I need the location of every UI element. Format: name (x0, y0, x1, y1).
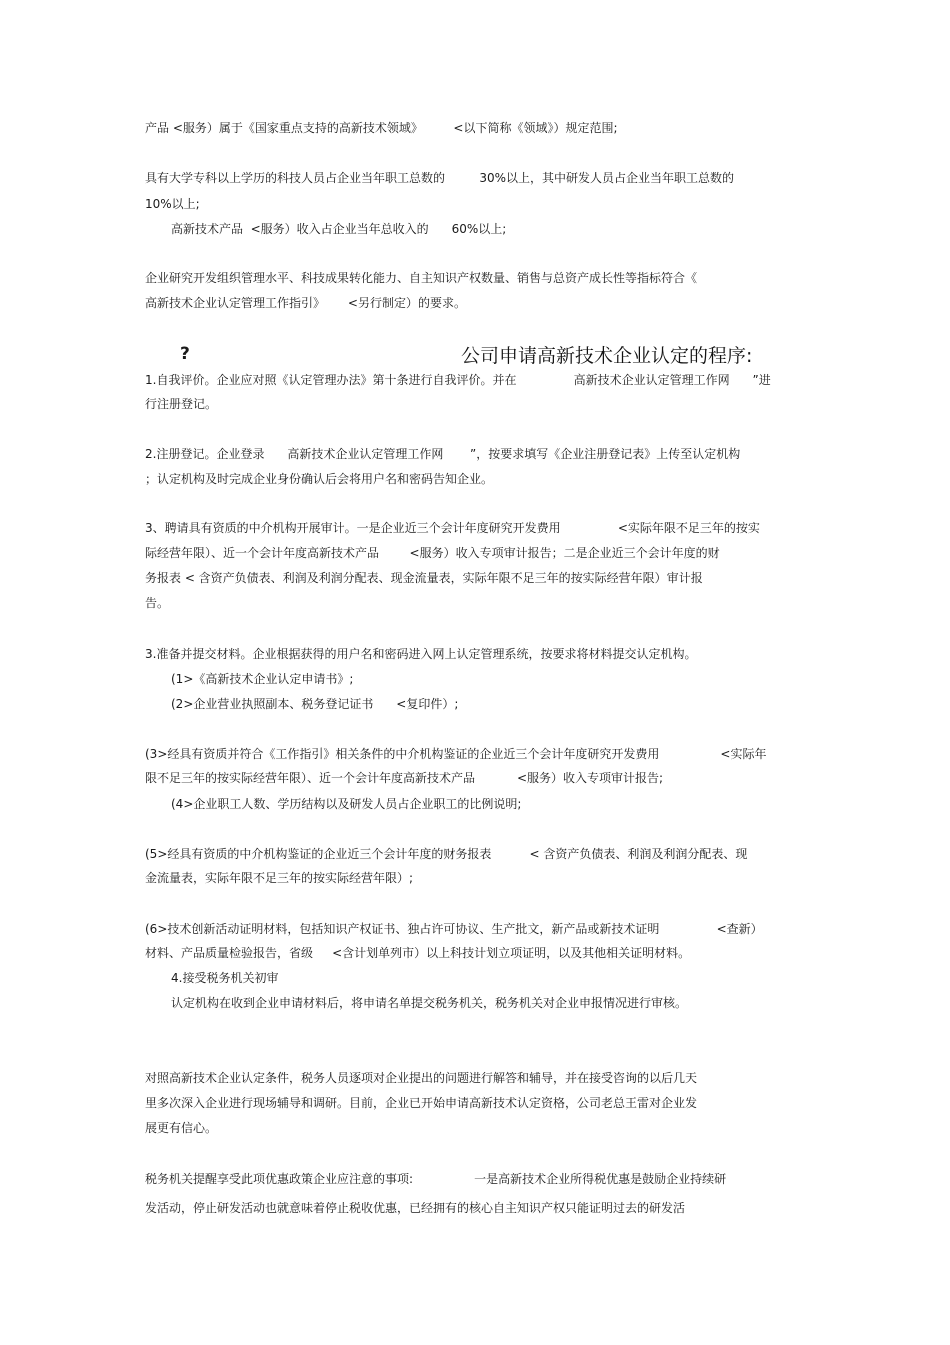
question-mark: ? (180, 344, 190, 364)
step3-line3: 务报表 < 含资产负债表、利润及利润分配表、现金流量表，实际年限不足三年的按实际经营年限）审计报 (145, 571, 703, 585)
closing-para2-line2: 发活动，停止研发活动也就意味着停止税收优惠，已经拥有的核心自主知识产权只能证明过去的研发活 (145, 1201, 686, 1215)
material-item-5-line2: 金流量表，实际年限不足三年的按实际经营年限）; (145, 871, 414, 885)
closing-para1-line3: 展更有信心。 (145, 1121, 218, 1135)
condition-indicators-line2: 高新技术企业认定管理工作指引》 <另行制定）的要求。 (145, 296, 466, 310)
condition-income-ratio: 高新技术产品 <服务）收入占企业当年总收入的 60%以上; (171, 222, 507, 236)
section-heading: 公司申请高新技术企业认定的程序: (461, 345, 753, 367)
step2-line2: ；认定机构及时完成企业身份确认后会将用户名和密码告知企业。 (145, 472, 494, 486)
step5-body: 认定机构在收到企业申请材料后，将申请名单提交税务机关，税务机关对企业申报情况进行审核。 (171, 996, 688, 1010)
material-item-5-line1: (5>经具有资质的中介机构鉴证的企业近三个会计年度的财务报表 < 含资产负债表、利润及利润分配表、现 (145, 847, 748, 861)
material-item-2: (2>企业营业执照副本、税务登记证书 <复印件）; (171, 697, 459, 711)
condition-product-domain: 产品 <服务）属于《国家重点支持的高新技术领域》 <以下简称《领域》）规定范围; (145, 121, 618, 135)
step3-line1: 3、聘请具有资质的中介机构开展审计。一是企业近三个会计年度研究开发费用 <实际年限不足三年的按实 (145, 521, 760, 535)
step3-line4: 告。 (145, 596, 170, 610)
material-item-6-line1: (6>技术创新活动证明材料，包括知识产权证书、独占许可协议、生产批文，新产品或新技术证明 <查新） (145, 922, 763, 936)
step2-line1: 2.注册登记。企业登录 高新技术企业认定管理工作网 ”，按要求填写《企业注册登记表》上传至认定机构 (145, 447, 741, 461)
step1-line2: 行注册登记。 (145, 397, 218, 411)
material-item-3-line2: 限不足三年的按实际经营年限）、近一个会计年度高新技术产品 <服务）收入专项审计报告; (145, 771, 664, 785)
material-item-1: (1>《高新技术企业认定申请书》; (171, 672, 354, 686)
closing-para1-line2: 里多次深入企业进行现场辅导和调研。目前，企业已开始申请高新技术认定资格，公司老总王雷对企业发 (145, 1096, 698, 1110)
condition-indicators-line1: 企业研究开发组织管理水平、科技成果转化能力、自主知识产权数量、销售与总资产成长性等指标符合《 (145, 271, 698, 285)
step1-line1: 1.自我评价。企业应对照《认定管理办法》第十条进行自我评价。并在 高新技术企业认定管理工作网 ”进 (145, 373, 771, 387)
closing-para1-line1: 对照高新技术企业认定条件，税务人员逐项对企业提出的问题进行解答和辅导，并在接受咨询的以后几天 (145, 1071, 698, 1085)
step5-title: 4.接受税务机关初审 (171, 971, 279, 985)
condition-staff-ratio-line1: 具有大学专科以上学历的科技人员占企业当年职工总数的 30%以上，其中研发人员占企业当年职工总数的 (145, 171, 735, 185)
step4-intro: 3.准备并提交材料。企业根据获得的用户名和密码进入网上认定管理系统，按要求将材料提交认定机构。 (145, 647, 697, 661)
closing-para2-line1: 税务机关提醒享受此项优惠政策企业应注意的事项: 一是高新技术企业所得税优惠是鼓励企业持续研 (145, 1172, 727, 1186)
material-item-3-line1: (3>经具有资质并符合《工作指引》相关条件的中介机构鉴证的企业近三个会计年度研究开发费用 <实际年 (145, 747, 767, 761)
material-item-4: (4>企业职工人数、学历结构以及研发人员占企业职工的比例说明; (171, 797, 522, 811)
step3-line2: 际经营年限）、近一个会计年度高新技术产品 <服务）收入专项审计报告；二是企业近三个会计年度的财 (145, 546, 720, 560)
material-item-6-line2: 材料、产品质量检验报告，省级 <含计划单列市）以上科技计划立项证明，以及其他相关证明材料。 (145, 946, 691, 960)
condition-staff-ratio-line2: 10%以上; (145, 197, 200, 211)
